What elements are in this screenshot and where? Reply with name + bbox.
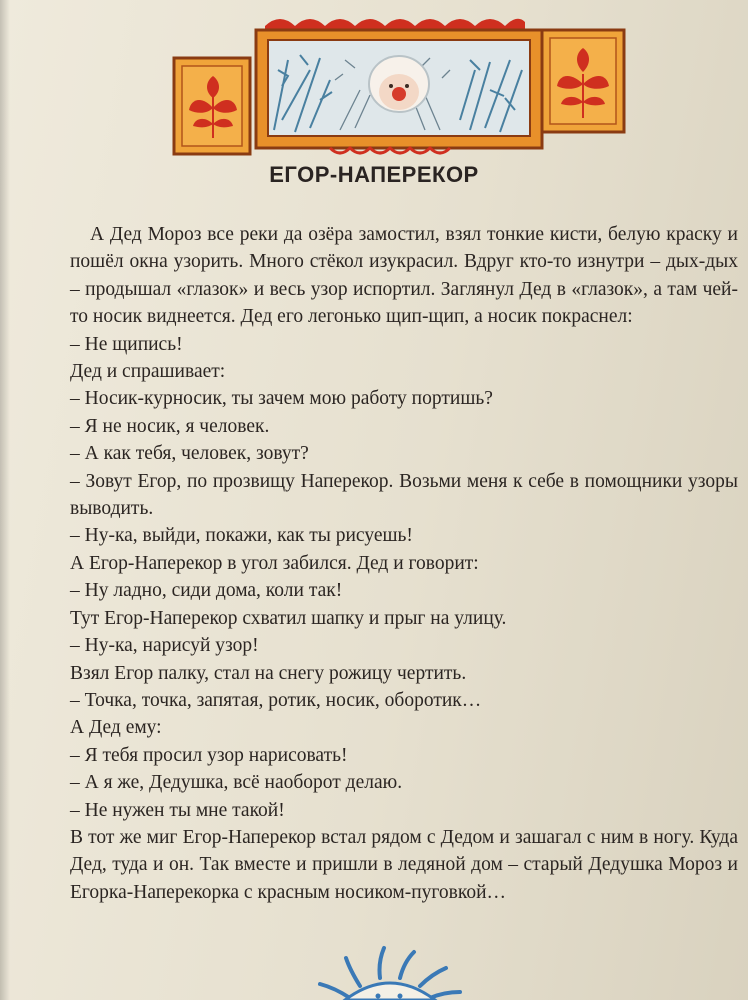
story-paragraph: – Ну-ка, нарисуй узор! bbox=[70, 635, 259, 657]
story-paragraph: А Дед ему: bbox=[70, 717, 162, 739]
story-paragraph: – Зовут Егор, по прозвищу Наперекор. Возьми меня к себе в помощники узоры выводить. bbox=[70, 470, 738, 520]
story-paragraph: – Я не носик, я человек. bbox=[70, 415, 270, 437]
story-paragraph: – А я же, Дедушка, всё наоборот делаю. bbox=[70, 772, 403, 794]
story-paragraph: А Егор-Наперекор в угол забился. Дед и говорит: bbox=[70, 552, 479, 574]
window-frame-illustration bbox=[170, 0, 630, 160]
page-gutter-shadow bbox=[0, 0, 10, 1000]
story-text bbox=[70, 221, 738, 906]
story-paragraph: Дед и спрашивает: bbox=[70, 361, 226, 383]
sun-face-illustration bbox=[290, 940, 490, 1000]
story-paragraph: – Я тебя просил узор нарисовать! bbox=[70, 744, 348, 766]
story-paragraph: – Точка, точка, запятая, ротик, носик, оборотик… bbox=[70, 689, 482, 711]
story-paragraph: А Дед Мороз все реки да озёра замостил, взял тонкие кисти, белую краску и пошёл окна узорить. Много стёкол изукрасил. Вдруг кто-то изнутри – дых-дых – продышал «глазок» и весь узор испортил. Заглянул Дед в «глазок», а там чей-то носик виднеется. Дед его легонько щип-щип, а носик покраснел: bbox=[70, 224, 738, 328]
page-title: ЕГОР-НАПЕРЕКОР bbox=[269, 162, 479, 187]
story-paragraph: – Ну ладно, сиди дома, коли так! bbox=[70, 580, 343, 602]
story-paragraph: – Не нужен ты мне такой! bbox=[70, 799, 285, 821]
story-paragraph: Тут Егор-Наперекор схватил шапку и прыг на улицу. bbox=[70, 607, 507, 629]
story-paragraph: – Носик-курносик, ты зачем мою работу портишь? bbox=[70, 388, 493, 410]
story-paragraph: – А как тебя, человек, зовут? bbox=[70, 443, 309, 465]
story-paragraph: В тот же миг Егор-Наперекор встал рядом с Дедом и зашагал с ним в ногу. Куда Дед, туда и он. Так вместе и пришли в ледяной дом – старый Дедушка Мороз и Егорка-Наперекорка с красным носиком-пуговкой… bbox=[70, 826, 738, 903]
story-paragraph: – Ну-ка, выйди, покажи, как ты рисуешь! bbox=[70, 525, 413, 547]
story-paragraph: Взял Егор палку, стал на снегу рожицу чертить. bbox=[70, 662, 467, 684]
story-paragraph: – Не щипись! bbox=[70, 333, 183, 355]
